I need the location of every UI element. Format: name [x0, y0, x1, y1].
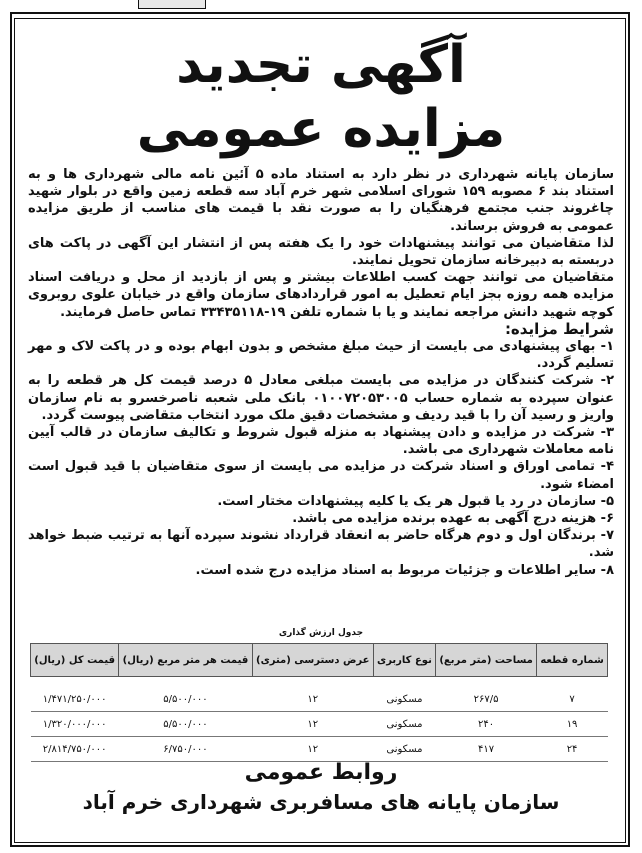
- condition-item: ۱- بهای پیشنهادی می بایست از حیث مبلغ مشخص و بدون ابهام بوده و در پاکت لاک و مهر تسلیم گردد.: [28, 339, 614, 372]
- cell-access-width: ۱۲: [252, 737, 373, 762]
- footer-organization: سازمان پایانه های مسافربری شهرداری خرم آباد: [82, 790, 560, 814]
- notice-body: [28, 166, 614, 579]
- cell-price-per-sqm: ۵/۵۰۰/۰۰۰: [119, 712, 252, 737]
- header-area: مساحت (متر مربع): [436, 644, 537, 677]
- cell-plot-number: ۲۴: [537, 737, 608, 762]
- condition-item: ۵- سازمان در رد یا قبول هر یک یا کلیه پیشنهادات مختار است.: [217, 493, 614, 509]
- conditions-heading: شرایط مزایده:: [504, 319, 614, 338]
- header-strip: [138, 0, 206, 9]
- cell-usage: مسکونی: [373, 687, 435, 712]
- condition-item: ۲- شرکت کنندگان در مزایده می بایست مبلغی معادل ۵ درصد قیمت کل هر قطعه را به عنوان سپرده به شماره حساب ۰۱۰۰۷۲۰۵۳۰۰۵ بانک ملی شعبه ناصرخسرو به نام سازمان واریز و رسید آن را با قید ردیف و مشخصات دقیق ملک مورد انتخاب متقاضی پیوست گردد.: [28, 373, 615, 423]
- condition-item: ۴- تمامی اوراق و اسناد شرکت در مزایده می بایست از سوی متقاضیان با قید قبول است امضاء شود.: [28, 459, 614, 492]
- valuation-table: [30, 643, 608, 762]
- intro-paragraph: متقاضیان می توانند جهت کسب اطلاعات بیشتر و پس از بازدید از محل و دریافت اسناد مزایده همه روزه بجز ایام تعطیل به امور قراردادهای سازمان واقع در خیابان علوی روبروی کوچه شهید دانش مراجعه نمایند و یا با شماره تلفن ۱۹-۳۳۴۳۵۱۱۸ تماس حاصل فرمایند.: [28, 270, 614, 320]
- condition-item: ۸- سایر اطلاعات و جزئیات مربوط به اسناد مزایده درج شده است.: [195, 562, 614, 578]
- footer-department: روابط عمومی: [244, 760, 398, 785]
- header-usage: نوع کاربری: [373, 644, 435, 677]
- cell-total-price: ۲/۸۱۴/۷۵۰/۰۰۰: [31, 737, 119, 762]
- cell-total-price: ۱/۳۲۰/۰۰۰/۰۰۰: [31, 712, 119, 737]
- condition-item: ۳- شرکت در مزایده و دادن پیشنهاد به منزله قبول شروط و تکالیف سازمان در قالب آیین نامه معاملات شهرداری می باشد.: [28, 425, 614, 458]
- table-row: [31, 712, 608, 737]
- cell-area: ۲۴۰: [436, 712, 537, 737]
- cell-plot-number: ۱۹: [537, 712, 608, 737]
- cell-area: ۲۶۷/۵: [436, 687, 537, 712]
- condition-item: ۷- برندگان اول و دوم هرگاه حاضر به انعقاد قرارداد نشوند سپرده آنها به ترتیب ضبط خواهد شد.: [28, 528, 614, 561]
- condition-item: ۶- هزینه درج آگهی به عهده برنده مزایده می باشد.: [292, 511, 614, 527]
- table-row: [31, 687, 608, 712]
- cell-area: ۴۱۷: [436, 737, 537, 762]
- cell-price-per-sqm: ۶/۷۵۰/۰۰۰: [119, 737, 252, 762]
- notice-title: آگهی تجدید: [176, 35, 466, 95]
- header-plot-number: شماره قطعه: [537, 644, 608, 677]
- header-total-price: قیمت کل (ریال): [31, 644, 119, 677]
- intro-paragraph: لذا متقاضیان می توانند پیشنهادات خود را یک هفته پس از انتشار این آگهی در پاکت های دربسته به دبیرخانه سازمان تحویل نمایند.: [28, 235, 614, 269]
- cell-usage: مسکونی: [373, 737, 435, 762]
- notice-subtitle: مزایده عمومی: [136, 99, 506, 159]
- header-price-per-sqm: قیمت هر متر مربع (ریال): [119, 644, 252, 677]
- cell-access-width: ۱۲: [252, 712, 373, 737]
- cell-access-width: ۱۲: [252, 687, 373, 712]
- cell-plot-number: ۷: [537, 687, 608, 712]
- table-row: [31, 737, 608, 762]
- header-access-width: عرض دسترسی (متری): [252, 644, 373, 677]
- cell-total-price: ۱/۴۷۱/۲۵۰/۰۰۰: [31, 687, 119, 712]
- intro-paragraph: سازمان پایانه شهرداری در نظر دارد به استناد ماده ۵ آئین نامه مالی شهرداری ها و به استناد بند ۶ مصوبه ۱۵۹ شورای اسلامی شهر خرم آباد سه قطعه زمین واقع در بلوار شهید چاغروند جنب مجتمع فرهنگیان را به صورت نقد با قیمت های مناسب از طریق مزایده عمومی به فروش برساند.: [28, 167, 614, 234]
- table-caption: جدول ارزش گذاری: [278, 628, 364, 638]
- table-header-row: [31, 644, 608, 677]
- cell-usage: مسکونی: [373, 712, 435, 737]
- cell-price-per-sqm: ۵/۵۰۰/۰۰۰: [119, 687, 252, 712]
